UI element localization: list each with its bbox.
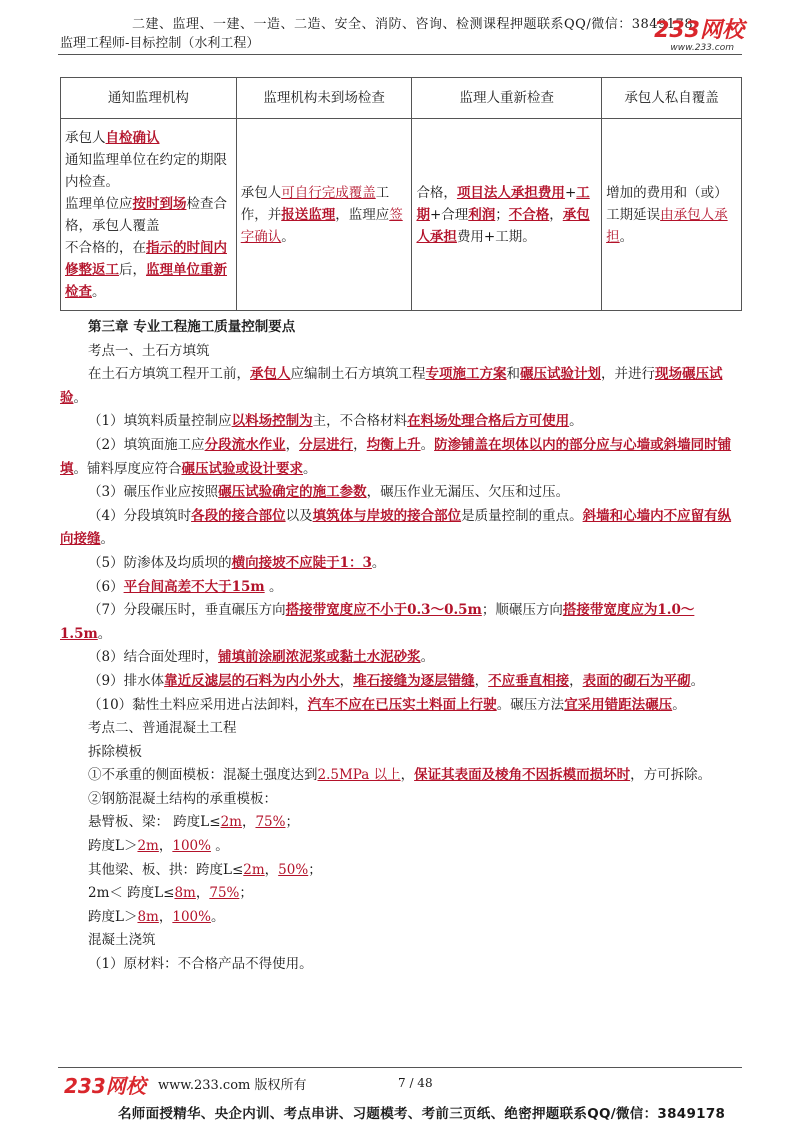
inspection-table xyxy=(60,77,742,311)
section-title: 考点二、普通混凝土工程 xyxy=(88,720,237,737)
page-number: 7 / 48 xyxy=(398,1076,433,1090)
paragraph: 2m＜ 跨度L≤8m，75%； xyxy=(88,885,253,902)
list-item: （8）结合面处理时，铺填前涂刷浓泥浆或黏土水泥砂浆。 xyxy=(88,649,435,666)
paragraph: 跨度L＞2m，100% 。 xyxy=(88,838,229,855)
paragraph: ①不承重的侧面模板：混凝土强度达到2.5MPa 以上，保证其表面及棱角不因拆模而损坏时，方可拆除。 xyxy=(88,767,712,784)
list-item: （4）分段填筑时各段的接合部位以及填筑体与岸坡的接合部位是质量控制的重点。斜墙和心墙内不应留有纵向接缝。 xyxy=(60,507,732,548)
brand-url: www.233.com xyxy=(670,43,734,53)
section-title: 考点一、土石方填筑 xyxy=(88,342,210,359)
footer-promo: 名师面授精华、央企内训、考点串讲、习题模考、考前三页纸、绝密押题联系QQ/微信：3849178 xyxy=(118,1106,726,1122)
chapter-title: 第三章 专业工程施工质量控制要点 xyxy=(88,319,296,335)
list-item: （9）排水体靠近反滤层的石料为内小外大，堆石接缝为逐层错缝，不应垂直相接，表面的砌石为平砌。 xyxy=(88,672,705,689)
list-item: （5）防渗体及均质坝的横向接坡不应陡于1：3。 xyxy=(88,554,386,571)
list-item: （3）碾压作业应按照碾压试验确定的施工参数，碾压作业无漏压、欠压和过压。 xyxy=(88,484,570,501)
paragraph: 跨度L＞8m，100%。 xyxy=(88,908,225,925)
footer-logo: 233网校 xyxy=(64,1074,146,1098)
paragraph: 在土石方填筑工程开工前，承包人应编制土石方填筑工程专项施工方案和碾压试验计划，并进行现场碾压试验。 xyxy=(60,366,723,406)
list-item: （6）平台间高差不大于15m 。 xyxy=(88,578,283,595)
header-divider xyxy=(58,54,742,55)
list-item: （10）黏性土料应采用进占法卸料，汽车不应在已压实土料面上行驶。碾压方法宜采用错距法碾压。 xyxy=(88,696,686,713)
th-notify: 通知监理机构 xyxy=(61,78,237,119)
footer-divider xyxy=(58,1067,742,1068)
cell-absent: 承包人可自行完成覆盖工作，并报送监理，监理应签字确认。 xyxy=(236,119,412,311)
th-private-cover: 承包人私自覆盖 xyxy=(602,78,742,119)
brand-logo: 233网校 xyxy=(654,18,744,43)
list-item: （7）分段碾压时，垂直碾压方向搭接带宽度应不小于0.3～0.5m；顺碾压方向搭接带宽度应为1.0～1.5m。 xyxy=(60,602,695,642)
paragraph: ②钢筋混凝土结构的承重模板： xyxy=(88,790,277,807)
header-promo: 二建、监理、一建、一造、二造、安全、消防、咨询、检测课程押题联系QQ/微信：3849178 xyxy=(132,17,694,32)
cell-recheck: 合格，项目法人承担费用+工期+合理利润；不合格，承包人承担费用+工期。 xyxy=(412,119,602,311)
chapter-body xyxy=(60,316,744,977)
list-item: （1）填筑料质量控制应以料场控制为主，不合格材料在料场处理合格后方可使用。 xyxy=(88,413,583,430)
subsection-title: 拆除模板 xyxy=(88,743,142,760)
document-subtitle: 监理工程师-目标控制（水利工程） xyxy=(60,36,260,51)
cell-private-cover: 增加的费用和（或）工期延误由承包人承担。 xyxy=(602,119,742,311)
footer-copyright: www.233.com 版权所有 xyxy=(158,1078,307,1093)
cell-notify: 承包人自检确认 通知监理单位在约定的期限内检查。 监理单位应按时到场检查合格，承包人覆盖 不合格的，在指示的时间内修整返工后，监理单位重新检查。 xyxy=(61,119,237,311)
paragraph: （1）原材料：不合格产品不得使用。 xyxy=(88,956,313,973)
th-recheck: 监理人重新检查 xyxy=(412,78,602,119)
th-absent: 监理机构未到场检查 xyxy=(236,78,412,119)
paragraph: 其他梁、板、拱：跨度L≤2m，50%； xyxy=(88,861,322,878)
paragraph: 悬臂板、梁： 跨度L≤2m，75%； xyxy=(88,814,299,831)
subsection-title: 混凝土浇筑 xyxy=(88,932,156,949)
list-item: （2）填筑面施工应分段流水作业，分层进行，均衡上升。防渗铺盖在坝体以内的部分应与心墙或斜墙同时铺填。铺料厚度应符合碾压试验或设计要求。 xyxy=(60,436,732,477)
